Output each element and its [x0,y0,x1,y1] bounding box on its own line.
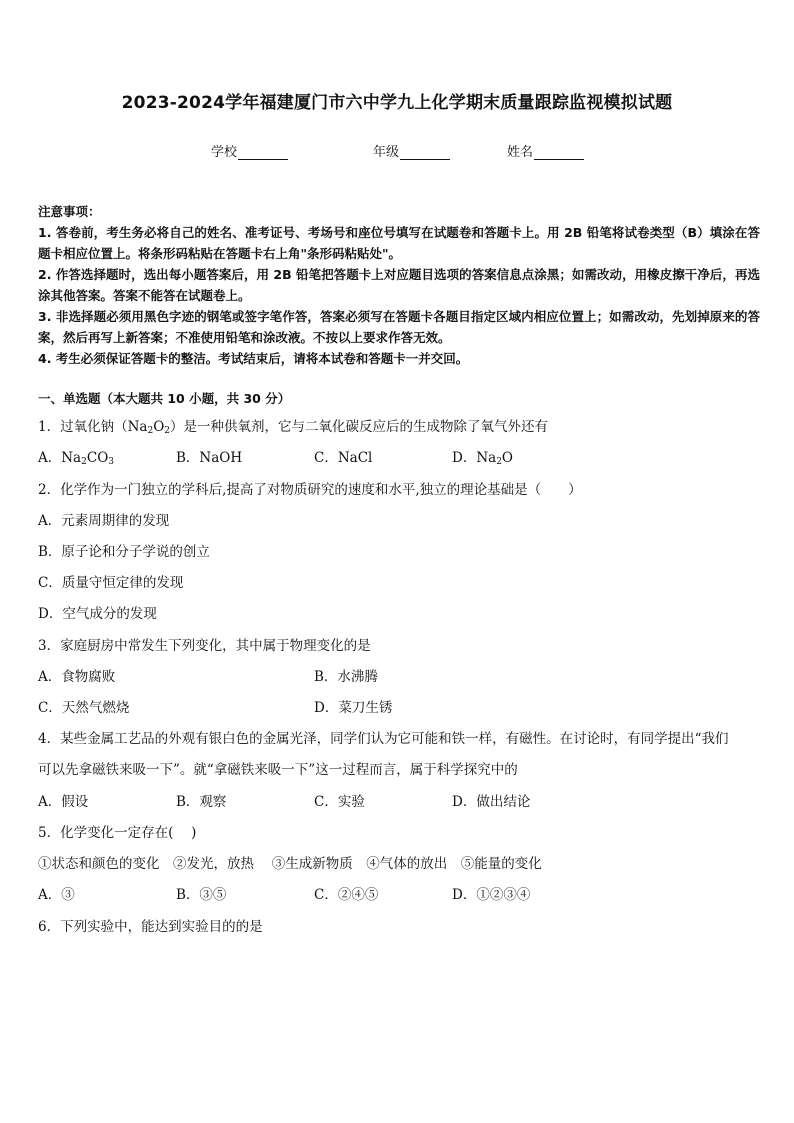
q1-option-d[interactable]: D．$Na_2O$ [452,450,513,467]
notice-item: 1. 答卷前，考生务必将自己的姓名、准考证号、考场号和座位号填写在试题卷和答题卡上。用 2B 铅笔将试卷类型（B）填涂在答题卡相应位置上。将条形码粘贴在答题卡右上角"条形码粘贴处"。 [38,225,760,261]
q4-stem-line2: 可以先拿磁铁来吸一下”。就“拿磁铁来吸一下”这一过程而言，属于科学探究中的 [38,762,518,778]
q6-stem: 6．下列实验中，能达到实验目的的是 [38,919,263,935]
q4-stem-line1: 4．某些金属工艺品的外观有银白色的金属光泽，同学们认为它可能和铁一样，有磁性。在讨论时，有同学提出“我们 [38,731,729,747]
q3-option-a[interactable]: A．食物腐败 [38,669,116,685]
name-label: 姓名 [507,145,534,160]
q1-option-c[interactable]: C．NaCl [314,450,373,466]
notice-block [38,201,760,369]
q5-stem: 5．化学变化一定存在( ) [38,825,197,841]
q1-option-b[interactable]: B．NaOH [176,450,243,466]
q5-items-list: ①状态和颜色的变化 ②发光，放热 ③生成新物质 ④气体的放出 ⑤能量的变化 [38,856,542,872]
name-blank[interactable] [534,145,584,160]
grade-field [373,141,450,160]
q5-option-d[interactable]: D．①②③④ [452,887,531,903]
q2-stem: 2．化学作为一门独立的学科后,提高了对物质研究的速度和水平,独立的理论基础是（ ） [38,482,582,498]
section-heading: 一、单选题（本大题共 10 小题，共 30 分） [38,391,291,406]
q3-option-d[interactable]: D．菜刀生锈 [314,700,393,716]
q2-option-b[interactable]: B．原子论和分子学说的创立 [38,544,210,560]
q5-option-a[interactable]: A．③ [38,887,75,903]
grade-label: 年级 [373,145,400,160]
notice-item: 2. 作答选择题时，选出每小题答案后，用 2B 铅笔把答题卡上对应题目选项的答案信息点涂黑；如需改动，用橡皮擦干净后，再选涂其他答案。答案不能答在试题卷上。 [38,267,760,303]
q2-option-c[interactable]: C．质量守恒定律的发现 [38,575,184,591]
grade-blank[interactable] [400,145,450,160]
school-blank[interactable] [238,145,288,160]
q4-option-a[interactable]: A．假设 [38,794,89,810]
q2-option-d[interactable]: D．空气成分的发现 [38,606,157,622]
q1-option-a[interactable]: A．$Na_2CO_3$ [38,450,114,467]
q5-option-c[interactable]: C．②④⑤ [314,887,379,903]
name-field [507,141,584,160]
q3-option-c[interactable]: C．天然气燃烧 [38,700,130,716]
q5-option-b[interactable]: B．③⑤ [176,887,227,903]
notice-item: 3. 非选择题必须用黑色字迹的钢笔或签字笔作答，答案必须写在答题卡各题目指定区域内相应位置上；如需改动，先划掉原来的答案，然后再写上新答案；不准使用铅笔和涂改液。不按以上要求作答无效。 [38,309,760,345]
q4-option-c[interactable]: C．实验 [314,794,365,810]
page-title: 2023-2024学年福建厦门市六中学九上化学期末质量跟踪监视模拟试题 [121,93,673,113]
school-label: 学校 [211,145,238,160]
school-field [211,141,288,160]
notice-heading: 注意事项： [38,204,101,219]
q4-option-b[interactable]: B．观察 [176,794,227,810]
q2-option-a[interactable]: A．元素周期律的发现 [38,513,170,529]
q3-option-b[interactable]: B．水沸腾 [314,669,378,685]
q4-option-d[interactable]: D．做出结论 [452,794,531,810]
q1-stem: 1．过氧化钠$(Na_2O_2)$是一种供氧剂，它与二氧化碳反应后的生成物除了氧气外还有 [38,419,548,436]
notice-item: 4. 考生必须保证答题卡的整洁。考试结束后，请将本试卷和答题卡一并交回。 [38,351,469,366]
q3-stem: 3．家庭厨房中常发生下列变化，其中属于物理变化的是 [38,638,371,654]
